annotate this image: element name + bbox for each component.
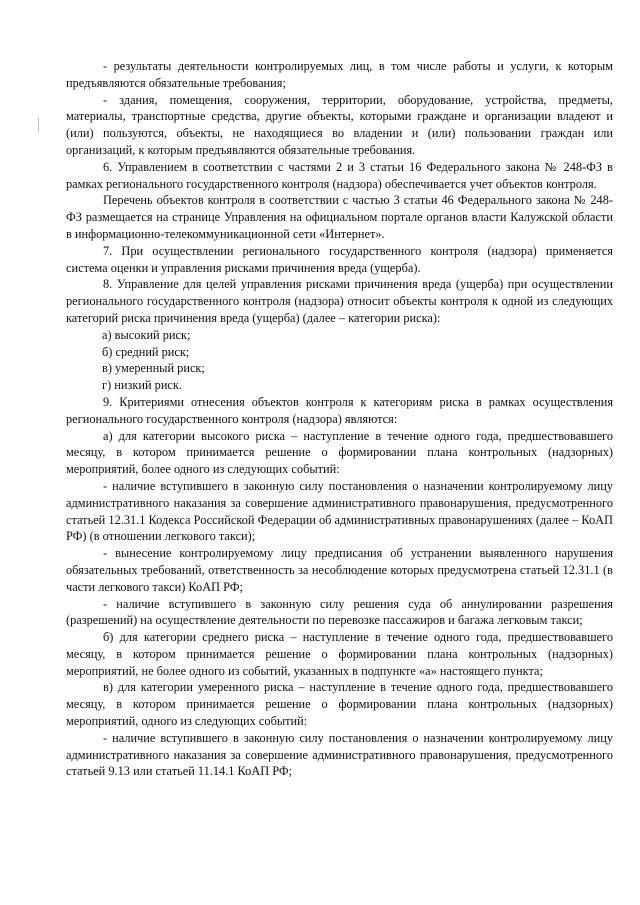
paragraph-item-7: 7. При осуществлении регионального государственного контроля (надзора) применяется система оценки и управления рисками причинения вреда (ущерба). [66, 243, 613, 275]
criteria-high-event-1: - наличие вступившего в законную силу постановления о назначении контролируемому лицу административного наказания за совершение административного правонарушения, предусмотренного статьей 12.31.1 Кодекса Российской Федерации об административных правонарушениях (далее – КоАП РФ) (в отношении легкового такси); [66, 478, 613, 544]
risk-category-moderate: в) умеренный риск; [102, 361, 205, 376]
risk-category-high: а) высокий риск; [102, 327, 191, 342]
criteria-moderate-event-1: - наличие вступившего в законную силу постановления о назначении контролируемому лицу административного наказания за совершение административного правонарушения, предусмотренного статьей 9.13 или статьей 11.14.1 КоАП РФ; [66, 730, 613, 779]
criteria-medium-risk: б) для категории среднего риска – наступление в течение одного года, предшествовавшего месяцу, в котором принимается решение о формировании плана контрольных (надзорных) мероприятий, не более одного из событий, указанных в подпункте «а» настоящего пункта; [66, 630, 613, 678]
paragraph-results: - результаты деятельности контролируемых лиц, в том числе работы и услуги, к которым предъявляются обязательные требования; [66, 59, 613, 90]
document-page [66, 58, 613, 780]
criteria-high-risk: а) для категории высокого риска – наступление в течение одного года, предшествовавшего месяцу, в котором принимается решение о формировании плана контрольных (надзорных) мероприятий, более одного из следующих событий: [66, 428, 613, 477]
risk-category-low: г) низкий риск. [102, 378, 182, 393]
criteria-high-event-2: - вынесение контролируемому лицу предписания об устранении выявленного нарушения обязательных требований, ответственность за несоблюдение которых предусмотрена статьей 12.31.1 (в части легкового такси) КоАП РФ; [66, 546, 613, 594]
criteria-moderate-risk: в) для категории умеренного риска – наступление в течение одного года, предшествовавшего месяцу, в котором принимается решение о формировании плана контрольных (надзорных) мероприятий, одного из следующих событий: [66, 680, 613, 729]
criteria-high-event-3: - наличие вступившего в законную силу решения суда об аннулировании разрешения (разрешений) на осуществление деятельности по перевозке пассажиров и багажа легковым такси; [66, 596, 613, 628]
paragraph-item-6: 6. Управлением в соответствии с частями 2 и 3 статьи 16 Федерального закона № 248-ФЗ в рамках регионального государственного контроля (надзора) обеспечивается учет объектов контроля. [66, 159, 613, 191]
paragraph-buildings: - здания, помещения, сооружения, территории, оборудование, устройства, предметы, материалы, транспортные средства, другие объекты, которыми граждане и организации владеют и (или) пользуются, объекты, не находящиеся во владении и (или) пользовании граждан или организаций, к которым предъявляются обязательные требования. [66, 92, 613, 157]
risk-category-medium: б) средний риск; [102, 344, 190, 359]
paragraph-item-9: 9. Критериями отнесения объектов контроля к категориям риска в рамках осуществления регионального государственного контроля (надзора) являются: [66, 394, 613, 426]
paragraph-object-list: Перечень объектов контроля в соответствии с частью 3 статьи 46 Федерального закона № 248-ФЗ размещается на странице Управления на официальном портале органов власти Калужской области в информационно-телекоммуникационной сети «Интернет». [66, 193, 613, 241]
scan-mark [38, 118, 39, 132]
paragraph-item-8: 8. Управление для целей управления рисками причинения вреда (ущерба) при осуществлении регионального государственного контроля (надзора) относит объекты контроля к одной из следующих категорий риска причинения вреда (ущерба) (далее – категории риска): [66, 277, 613, 325]
